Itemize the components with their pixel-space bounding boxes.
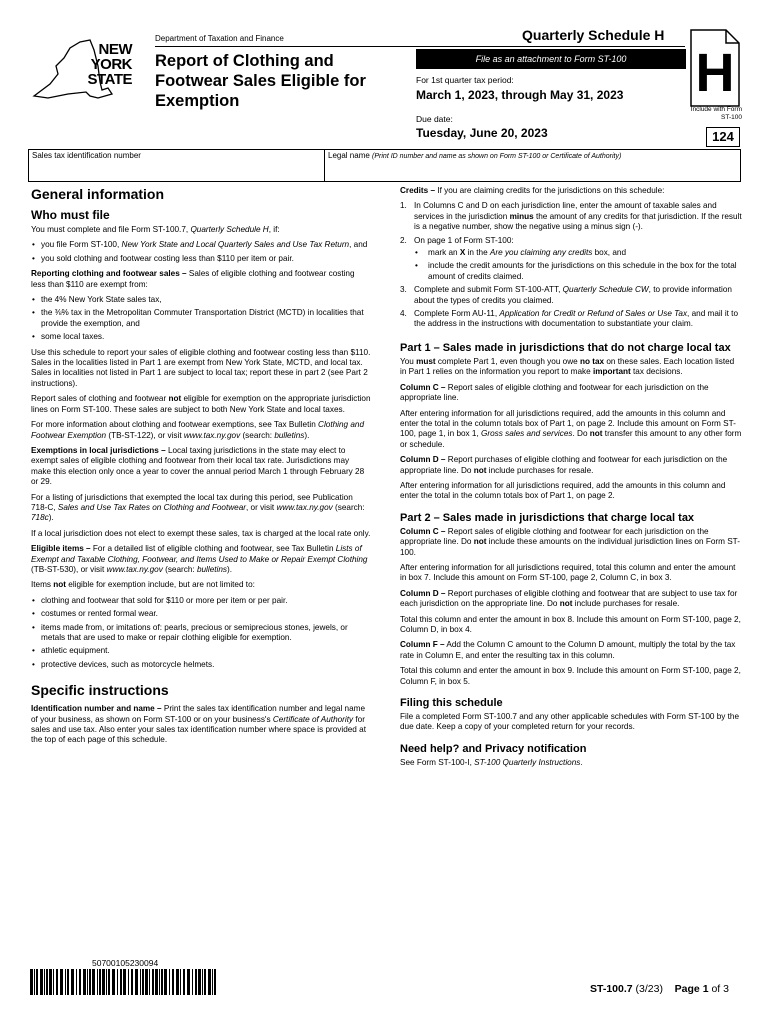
items-not-eligible-intro: Items not eligible for exemption include, but are not limited to: — [31, 580, 255, 590]
part2-column-c-after: After entering information for all jurisdictions required, total this column and enter the amount in box 7. Include this amount on Form ST-100, page 2, Column C, in box 3. — [400, 562, 736, 583]
barcode-bar — [176, 969, 179, 995]
part2-heading: Part 2 – Sales made in jurisdictions that charge local tax — [400, 511, 695, 524]
barcode-bar — [40, 969, 43, 995]
help-heading: Need help? and Privacy notification — [400, 742, 587, 755]
barcode-bar — [30, 969, 33, 995]
credits-steps — [400, 201, 742, 329]
part1-column-c: Column C – Report sales of eligible clothing and footwear for each jurisdiction on the appropriate line. — [400, 382, 709, 403]
page-footer — [590, 983, 729, 995]
barcode-bar — [208, 969, 211, 995]
barcode-bar — [183, 969, 185, 995]
barcode-bar — [44, 969, 45, 995]
form-title: Report of Clothing and Footwear Sales Eligible for Exemption — [155, 52, 366, 110]
form-revision: (3/23) — [635, 983, 663, 995]
barcode-bar — [87, 969, 88, 995]
who-must-file-list — [31, 240, 371, 264]
barcode-bar — [102, 969, 105, 995]
exempt-taxes-list — [31, 295, 371, 343]
list-item: • you file Form ST-100, New York State and Local Quarterly Sales and Use Tax Return, and — [31, 240, 371, 250]
barcode-bar — [99, 969, 101, 995]
page-number: 1 — [702, 983, 709, 995]
barcode-bar — [202, 969, 203, 995]
list-item: • athletic equipment. — [31, 646, 371, 656]
barcode-bar — [140, 969, 141, 995]
use-schedule-paragraph: Use this schedule to report your sales of eligible clothing and footwear costing less than $110. Sales in the localities listed in Part 1 are exempt from New York State, MCTD, and local tax. Sales in localities not listed in Part 1 are subject to local tax; report these in part 2 (see Part 2 instructions). — [31, 347, 371, 388]
barcode-bar — [159, 969, 160, 995]
include-note: Include with Form ST-100 — [690, 106, 742, 121]
barcode-bar — [145, 969, 148, 995]
sales-tax-id-field[interactable] — [29, 162, 323, 181]
list-item: 4. Complete Form AU-11, Application for Credit or Refund of Sales or Use Tax, and mail it to the address in the instructions with documentation to substantiate your claim. — [400, 309, 739, 329]
barcode-bar — [164, 969, 167, 995]
new-york-state-logo — [80, 42, 132, 87]
barcode-bar — [34, 969, 35, 995]
schedule-h-page-icon — [690, 29, 740, 107]
barcode-bar — [198, 969, 201, 995]
barcode-bar — [131, 969, 133, 995]
barcode-bar — [79, 969, 81, 995]
barcode-bar — [56, 969, 58, 995]
logo-line: YORK — [90, 56, 132, 73]
help-paragraph: See Form ST-100-I, ST-100 Quarterly Instructions. — [400, 757, 583, 767]
part2-box8: Total this column and enter the amount in box 8. Include this amount on Form ST-100, page 2, Column D, in box 4. — [400, 614, 741, 634]
barcode-bar — [76, 969, 77, 995]
attachment-note: File as an attachment to Form ST-100 — [416, 49, 686, 69]
barcode-bar — [49, 969, 52, 995]
barcode-bar — [53, 969, 54, 995]
who-must-file-heading: Who must file — [31, 208, 110, 222]
barcode-bar — [187, 969, 190, 995]
barcode-bar — [161, 969, 163, 995]
barcode-bar — [36, 969, 38, 995]
barcode-bar — [89, 969, 91, 995]
reporting-paragraph: Reporting clothing and footwear sales – Sales of eligible clothing and footwear costing less than $110 are exempt from: — [31, 269, 355, 289]
page-total: of 3 — [711, 983, 729, 995]
barcode-bar — [117, 969, 118, 995]
barcode-bar — [152, 969, 154, 995]
barcode-bar — [97, 969, 98, 995]
filing-heading: Filing this schedule — [400, 697, 503, 710]
header-rule — [155, 46, 685, 47]
barcode-bar — [120, 969, 122, 995]
barcode-icon — [30, 969, 218, 995]
identification-paragraph: Identification number and name – Print the sales tax identification number and legal name of your business, as shown on Form ST-100 or on your business's Certificate of Authority for sales and use tax. Also enter your sales tax identification number where space is provided at the top of each page of this schedule. — [31, 704, 366, 745]
specific-instructions-heading: Specific instructions — [31, 682, 169, 699]
list-item: • items made from, or imitations of: pearls, precious or semiprecious stones, jewels, or metals that are used to make or repair clothing eligible for exemption. — [31, 623, 371, 644]
sales-tax-id-label: Sales tax identification number — [32, 151, 141, 160]
form-id: ST-100.7 — [590, 983, 633, 995]
list-item: 1. In Columns C and D on each jurisdiction line, enter the amount of taxable sales and services in the jurisdiction minus the amount of any credits for that jurisdiction. If the result is a negative number, show the negative using a minus sign (-). — [400, 201, 742, 232]
barcode-bar — [149, 969, 150, 995]
list-item: 2. On page 1 of Form ST-100: • mark an X in the Are you claiming any credits box, and • include the credit amounts for the jurisdictions on this schedule in the box for the total amount of credits claimed. — [400, 236, 742, 283]
list-item: • mark an X in the Are you claiming any credits box, and — [414, 248, 742, 258]
list-item: • the 4% New York State sales tax, — [31, 295, 371, 305]
part1-column-d-after: After entering information for all jurisdictions required, add the amounts in this column and enter the total in the column totals box of Part 1, on page 2. — [400, 480, 726, 501]
barcode-bar — [155, 969, 158, 995]
schedule-title: Quarterly Schedule H — [522, 27, 665, 43]
barcode-bar — [180, 969, 181, 995]
barcode-bar — [214, 969, 216, 995]
legal-name-label: Legal name — [328, 151, 370, 160]
barcode-bar — [204, 969, 206, 995]
barcode-bar — [46, 969, 48, 995]
part1-heading: Part 1 – Sales made in jurisdictions that do not charge local tax — [400, 341, 731, 354]
legal-name-hint: (Print ID number and name as shown on Form ST-100 or Certificate of Authority) — [372, 153, 622, 160]
due-date-label: Due date: — [416, 114, 453, 124]
barcode-bar — [65, 969, 66, 995]
credits-paragraph: Credits – If you are claiming credits for the jurisdictions on this schedule: — [400, 186, 665, 195]
barcode-bar — [92, 969, 95, 995]
list-item: 3. Complete and submit Form ST-100-ATT, Quarterly Schedule CW, to provide information about the types of credits you claimed. — [400, 285, 732, 305]
credit-substeps — [414, 248, 742, 282]
list-item: • some local taxes. — [31, 332, 371, 342]
list-item: • you sold clothing and footwear costing less than $110 per item or pair. — [31, 254, 371, 264]
period-value: March 1, 2023, through May 31, 2023 — [416, 88, 624, 102]
part2-column-c: Column C – Report sales of eligible clothing and footwear for each jurisdiction on the appropriate line. Do not include these amounts on the individual jurisdiction lines on Form ST-100. — [400, 526, 740, 557]
department-name: Department of Taxation and Finance — [155, 34, 284, 43]
who-must-file-intro: You must complete and file Form ST-100.7, Quarterly Schedule H, if: — [31, 225, 280, 234]
local-rate-paragraph: If a local jurisdiction does not elect to exempt these sales, tax is charged at the local rate only. — [31, 528, 371, 538]
left-column — [31, 186, 371, 751]
barcode-bar — [106, 969, 107, 995]
logo-line: STATE — [87, 71, 132, 88]
schedule-letter: H — [695, 43, 735, 103]
barcode-bar — [108, 969, 110, 995]
more-info-paragraph: For more information about clothing and footwear exemptions, see Tax Bulletin Clothing and Footwear Exemption (TB-ST-122), or visit www.tax.ny.gov (search: bulletins). — [31, 420, 365, 440]
legal-name-label-row — [328, 151, 621, 160]
part2-column-f: Column F – Add the Column C amount to the Column D amount, multiply the total by the tax rate in Column E, and enter the resulting tax in this column. — [400, 640, 736, 660]
exemptions-paragraph: Exemptions in local jurisdictions – Local taxing jurisdictions in the state may elect to exempt sales of eligible clothing and footwear from their local tax rate. Jurisdictions may make this election only once a year to cover the annual period March 1 through February 28 or 29. — [31, 445, 365, 487]
barcode-bar — [112, 969, 115, 995]
barcode-bar — [60, 969, 63, 995]
barcode-bar — [172, 969, 174, 995]
barcode-bar — [71, 969, 74, 995]
general-info-heading: General information — [31, 186, 165, 202]
list-item: • costumes or rented formal wear. — [31, 609, 371, 619]
not-eligible-list — [31, 596, 371, 670]
part1-column-d: Column D – Report purchases of eligible clothing and footwear for each jurisdiction on the appropriate line. Do not include purchases for resale. — [400, 455, 728, 475]
page-label: Page — [674, 983, 700, 995]
barcode-bar — [195, 969, 197, 995]
list-item: • protective devices, such as motorcycle helmets. — [31, 660, 371, 670]
legal-name-field[interactable] — [325, 162, 740, 181]
logo-line: NEW — [98, 41, 132, 58]
barcode-bar — [212, 969, 213, 995]
list-item: • include the credit amounts for the jurisdictions on this schedule in the box for the total amount of credits claimed. — [414, 261, 742, 282]
right-column — [400, 186, 742, 773]
barcode-bar — [192, 969, 193, 995]
period-label: For 1st quarter tax period: — [416, 75, 514, 85]
barcode-bar — [142, 969, 144, 995]
barcode-number: 50700105230094 — [92, 958, 159, 968]
form-number-box: 124 — [706, 127, 740, 147]
eligible-items-paragraph: Eligible items – For a detailed list of eligible clothing and footwear, see Tax Bulletin Lists of Exempt and Taxable Clothing, Footwear, and Items Used to Make or Repair Exempt Clothing (TB-ST-530), or visit www.tax.ny.gov (search: bulletins). — [31, 544, 368, 574]
barcode-bar — [135, 969, 138, 995]
barcode-bar — [67, 969, 69, 995]
barcode-bar — [123, 969, 126, 995]
barcode-bar — [169, 969, 170, 995]
barcode-bar — [83, 969, 86, 995]
part1-column-c-after: After entering information for all jurisdictions required, add the amounts in this column and enter the total in the column totals box of Part 1, on page 2. Include this amount on Form ST-100, page 1, in box 1, Gross sales and services. Do not transfer this amount to any other form or schedule. — [400, 408, 742, 449]
part2-box9: Total this column and enter the amount in box 9. Include this amount on Form ST-100, page 2, Column F, in box 5. — [400, 666, 741, 686]
filing-paragraph: File a completed Form ST-100.7 and any other applicable schedules with Form ST-100 by the due date. Keep a copy of your completed return for your records. — [400, 712, 740, 732]
part1-intro: You must complete Part 1, even though you owe no tax on these sales. Each location listed in Part 1 relies on the information you report to make important tax decisions. — [400, 356, 735, 377]
part2-column-d: Column D – Report purchases of eligible clothing and footwear that are subject to use tax for each jurisdiction on the appropriate line. Do not include purchases for resale. — [400, 588, 738, 609]
due-date-value: Tuesday, June 20, 2023 — [416, 126, 548, 140]
list-item: • the ⅜% tax in the Metropolitan Commuter Transportation District (MCTD) in localities that provide the exemption, and — [31, 308, 371, 329]
report-not-eligible-paragraph: Report sales of clothing and footwear not eligible for exemption on the appropriate jurisdiction lines on Form ST-100. These sales are subject to both New York State and local taxes. — [31, 394, 371, 414]
barcode-bar — [128, 969, 129, 995]
list-item: • clothing and footwear that sold for $110 or more per item or per pair. — [31, 596, 371, 606]
listing-paragraph: For a listing of jurisdictions that exempted the local tax during this period, see Publication 718-C, Sales and Use Tax Rates on Clothing and Footwear, or visit www.tax.ny.gov (search: 718c). — [31, 492, 365, 523]
